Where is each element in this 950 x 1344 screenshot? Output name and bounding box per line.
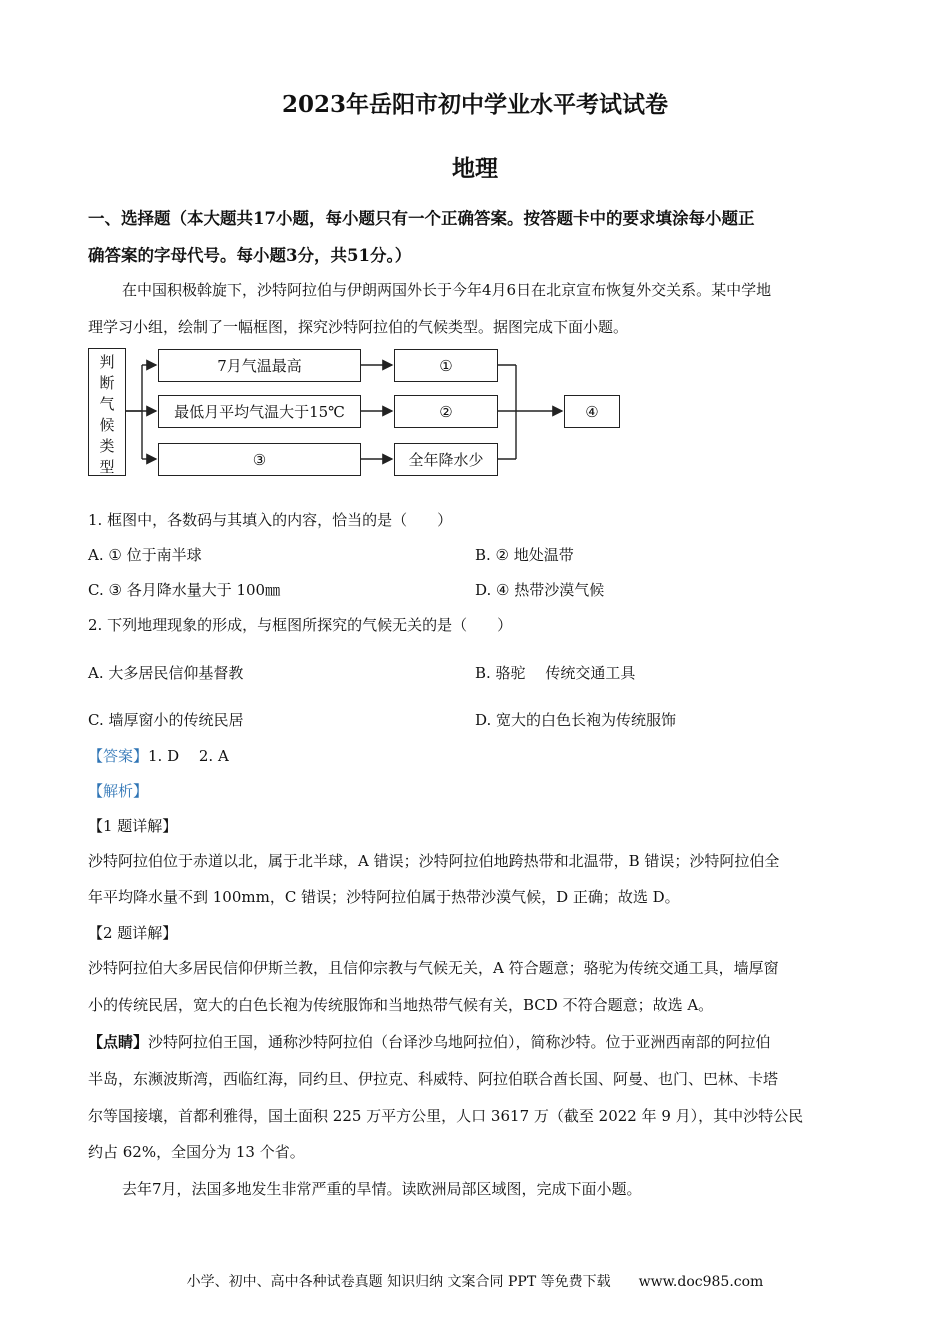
answer-text: 1. D 2. A bbox=[148, 747, 229, 765]
q2-stem: 2. 下列地理现象的形成，与框图所探究的气候无关的是（ ） bbox=[88, 616, 513, 634]
q2-option-d: D. 宽大的白色长袍为传统服饰 bbox=[475, 711, 677, 729]
tip-line2: 半岛，东濒波斯湾，西临红海，同约旦、伊拉克、科威特、阿拉伯联合酋长国、阿曼、也门、巴林、卡塔 bbox=[88, 1070, 779, 1088]
tip-line3: 尔等国接壤，首都利雅得，国土面积 225 万平方公里，人口 3617 万（截至 2022 年 9 月），其中沙特公民 bbox=[88, 1107, 804, 1125]
intro-line2: 理学习小组，绘制了一幅框图，探究沙特阿拉伯的气候类型。据图完成下面小题。 bbox=[88, 318, 629, 336]
row2-result-box: ② bbox=[394, 395, 498, 428]
answer-line bbox=[88, 745, 229, 766]
q2-option-a: A. 大多居民信仰基督教 bbox=[88, 664, 244, 682]
section-heading-line2: 确答案的字母代号。每小题3分，共51分。） bbox=[88, 246, 412, 265]
left-label-char: 气 bbox=[99, 395, 115, 413]
row3-result-box: 全年降水少 bbox=[394, 443, 498, 476]
left-label-char: 类 bbox=[99, 437, 115, 455]
detail1-line2: 年平均降水量不到 100mm，C 错误；沙特阿拉伯属于热带沙漠气候，D 正确；故选 D。 bbox=[88, 888, 680, 906]
tip-line4: 约占 62%，全国分为 13 个省。 bbox=[88, 1143, 305, 1161]
detail2-label: 【2 题详解】 bbox=[88, 924, 178, 942]
q1-option-d: D. ④ 热带沙漠气候 bbox=[475, 581, 605, 599]
final-result-box: ④ bbox=[564, 395, 620, 428]
subject-title: 地理 bbox=[452, 155, 498, 182]
tip-label: 【点睛】 bbox=[88, 1033, 149, 1051]
intro-line1: 在中国积极斡旋下，沙特阿拉伯与伊朗两国外长于今年4月6日在北京宣布恢复外交关系。某中学地 bbox=[122, 281, 772, 299]
row3-condition-box: ③ bbox=[158, 443, 361, 476]
page-footer: 小学、初中、高中各种试卷真题 知识归纳 文案合同 PPT 等免费下载 www.doc985.com bbox=[186, 1274, 764, 1290]
left-label-char: 断 bbox=[99, 374, 115, 392]
left-label-char: 候 bbox=[99, 416, 115, 434]
detail2-line1: 沙特阿拉伯大多居民信仰伊斯兰教，且信仰宗教与气候无关，A 符合题意；骆驼为传统交通工具，墙厚窗 bbox=[88, 959, 779, 977]
tip-line1 bbox=[88, 1031, 771, 1052]
detail2-line2: 小的传统民居，宽大的白色长袍为传统服饰和当地热带气候有关，BCD 不符合题意；故选 A。 bbox=[88, 996, 714, 1014]
analysis-label: 【解析】 bbox=[88, 782, 149, 800]
row1-condition-box: 7月气温最高 bbox=[158, 349, 361, 382]
answer-label: 【答案】 bbox=[88, 747, 149, 765]
row1-result-box: ① bbox=[394, 349, 498, 382]
row2-condition-box: 最低月平均气温大于15℃ bbox=[158, 395, 361, 428]
flowchart-left-label bbox=[88, 348, 126, 476]
next-question-intro: 去年7月，法国多地发生非常严重的旱情。读欧洲局部区域图，完成下面小题。 bbox=[122, 1180, 642, 1198]
q1-stem: 1. 框图中，各数码与其填入的内容，恰当的是（ ） bbox=[88, 511, 453, 529]
page-title: 2023年岳阳市初中学业水平考试试卷 bbox=[281, 91, 668, 118]
left-label-char: 型 bbox=[99, 458, 115, 476]
detail1-line1: 沙特阿拉伯位于赤道以北，属于北半球，A 错误；沙特阿拉伯地跨热带和北温带，B 错误；沙特阿拉伯全 bbox=[88, 852, 780, 870]
q2-option-c: C. 墙厚窗小的传统民居 bbox=[88, 711, 244, 729]
q1-option-b: B. ② 地处温带 bbox=[475, 546, 574, 564]
section-heading-line1: 一、选择题（本大题共17小题，每小题只有一个正确答案。按答题卡中的要求填涂每小题正 bbox=[88, 209, 755, 228]
tip-text-1: 沙特阿拉伯王国，通称沙特阿拉伯（台译沙乌地阿拉伯），简称沙特。位于亚洲西南部的阿拉伯 bbox=[148, 1033, 771, 1051]
q1-option-c: C. ③ 各月降水量大于 100㎜ bbox=[88, 581, 281, 599]
detail1-label: 【1 题详解】 bbox=[88, 817, 178, 835]
q2-option-b: B. 骆驼 传统交通工具 bbox=[475, 664, 636, 682]
left-label-char: 判 bbox=[99, 353, 115, 371]
q1-option-a: A. ① 位于南半球 bbox=[88, 546, 202, 564]
